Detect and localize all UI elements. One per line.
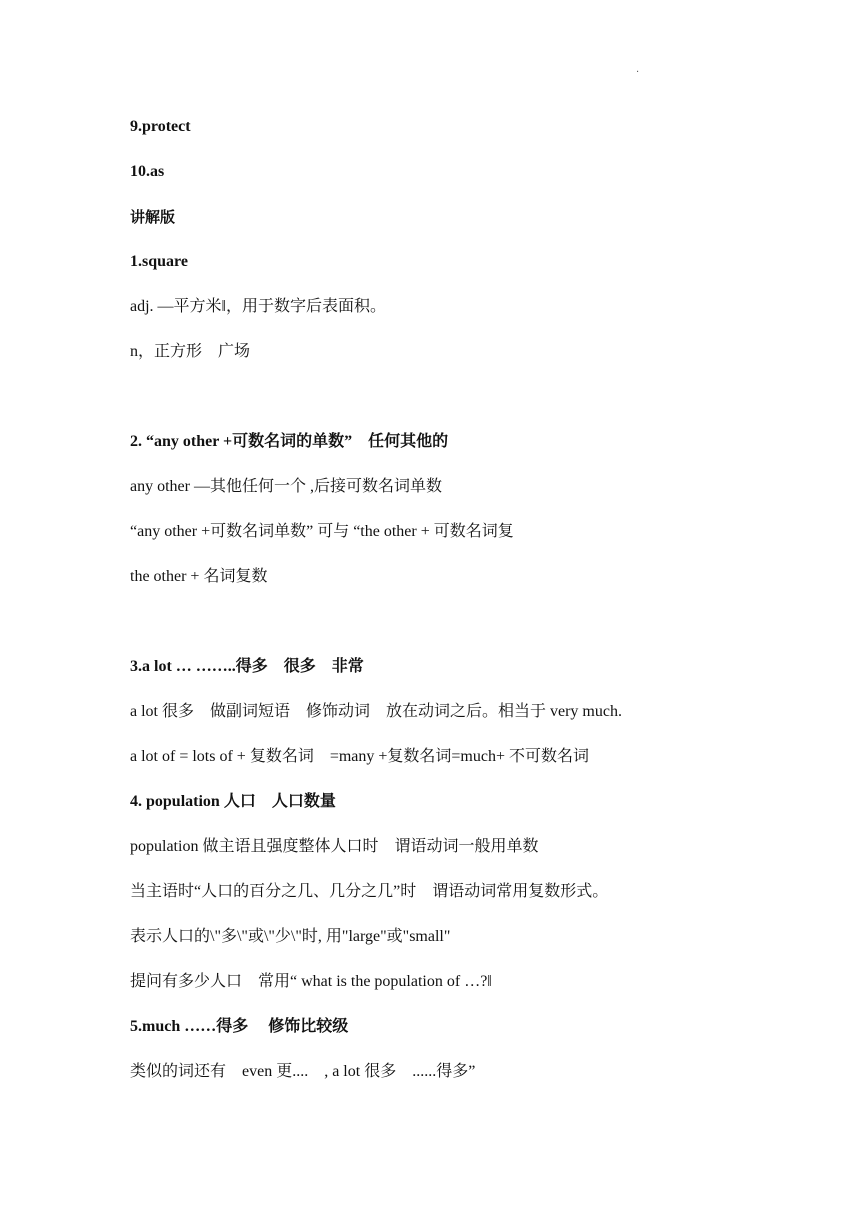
point-3-heading: 3.a lot … ……..得多 很多 非常 bbox=[130, 658, 364, 675]
point-1-heading: 1.square bbox=[130, 253, 188, 270]
point-1-noun-line: n，正方形 广场 bbox=[130, 343, 251, 360]
point-4-line-1: population 做主语且强度整体人口时 谓语动词一般用单数 bbox=[130, 838, 539, 855]
item-9-heading: 9.protect bbox=[130, 118, 191, 135]
point-2-heading: 2. “any other +可数名词的单数” 任何其他的 bbox=[130, 433, 449, 450]
point-3-line-2: a lot of = lots of + 复数名词 =many +复数名词=much+ 不可数名词 bbox=[130, 748, 590, 765]
point-4-line-3: 表示人口的\"多\"或\"少\"时, 用"large"或"small" bbox=[130, 928, 451, 945]
section-title: 讲解版 bbox=[130, 208, 176, 226]
point-2-line-3: the other + 名词复数 bbox=[130, 568, 268, 585]
point-1-adj-line: adj. —平方米‖，用于数字后表面积。 bbox=[130, 298, 387, 315]
point-2-line-1: any other —其他任何一个 ,后接可数名词单数 bbox=[130, 478, 442, 495]
point-2-line-2: “any other +可数名词单数” 可与 “the other + 可数名词复 bbox=[130, 523, 514, 540]
point-4-heading: 4. population 人口 人口数量 bbox=[130, 793, 336, 810]
item-10-heading: 10.as bbox=[130, 163, 165, 180]
point-4-line-4: 提问有多少人口 常用“ what is the population of …?‖ bbox=[130, 973, 492, 990]
point-5-line-1: 类似的词还有 even 更.... , a lot 很多 ......得多” bbox=[130, 1063, 476, 1080]
point-5-heading: 5.much ……得多 修饰比较级 bbox=[130, 1018, 349, 1035]
point-3-line-1: a lot 很多 做副词短语 修饰动词 放在动词之后。相当于 very much. bbox=[130, 703, 622, 720]
point-4-line-2: 当主语时“人口的百分之几、几分之几”时 谓语动词常用复数形式。 bbox=[130, 883, 609, 900]
corner-mark: . bbox=[636, 64, 640, 75]
